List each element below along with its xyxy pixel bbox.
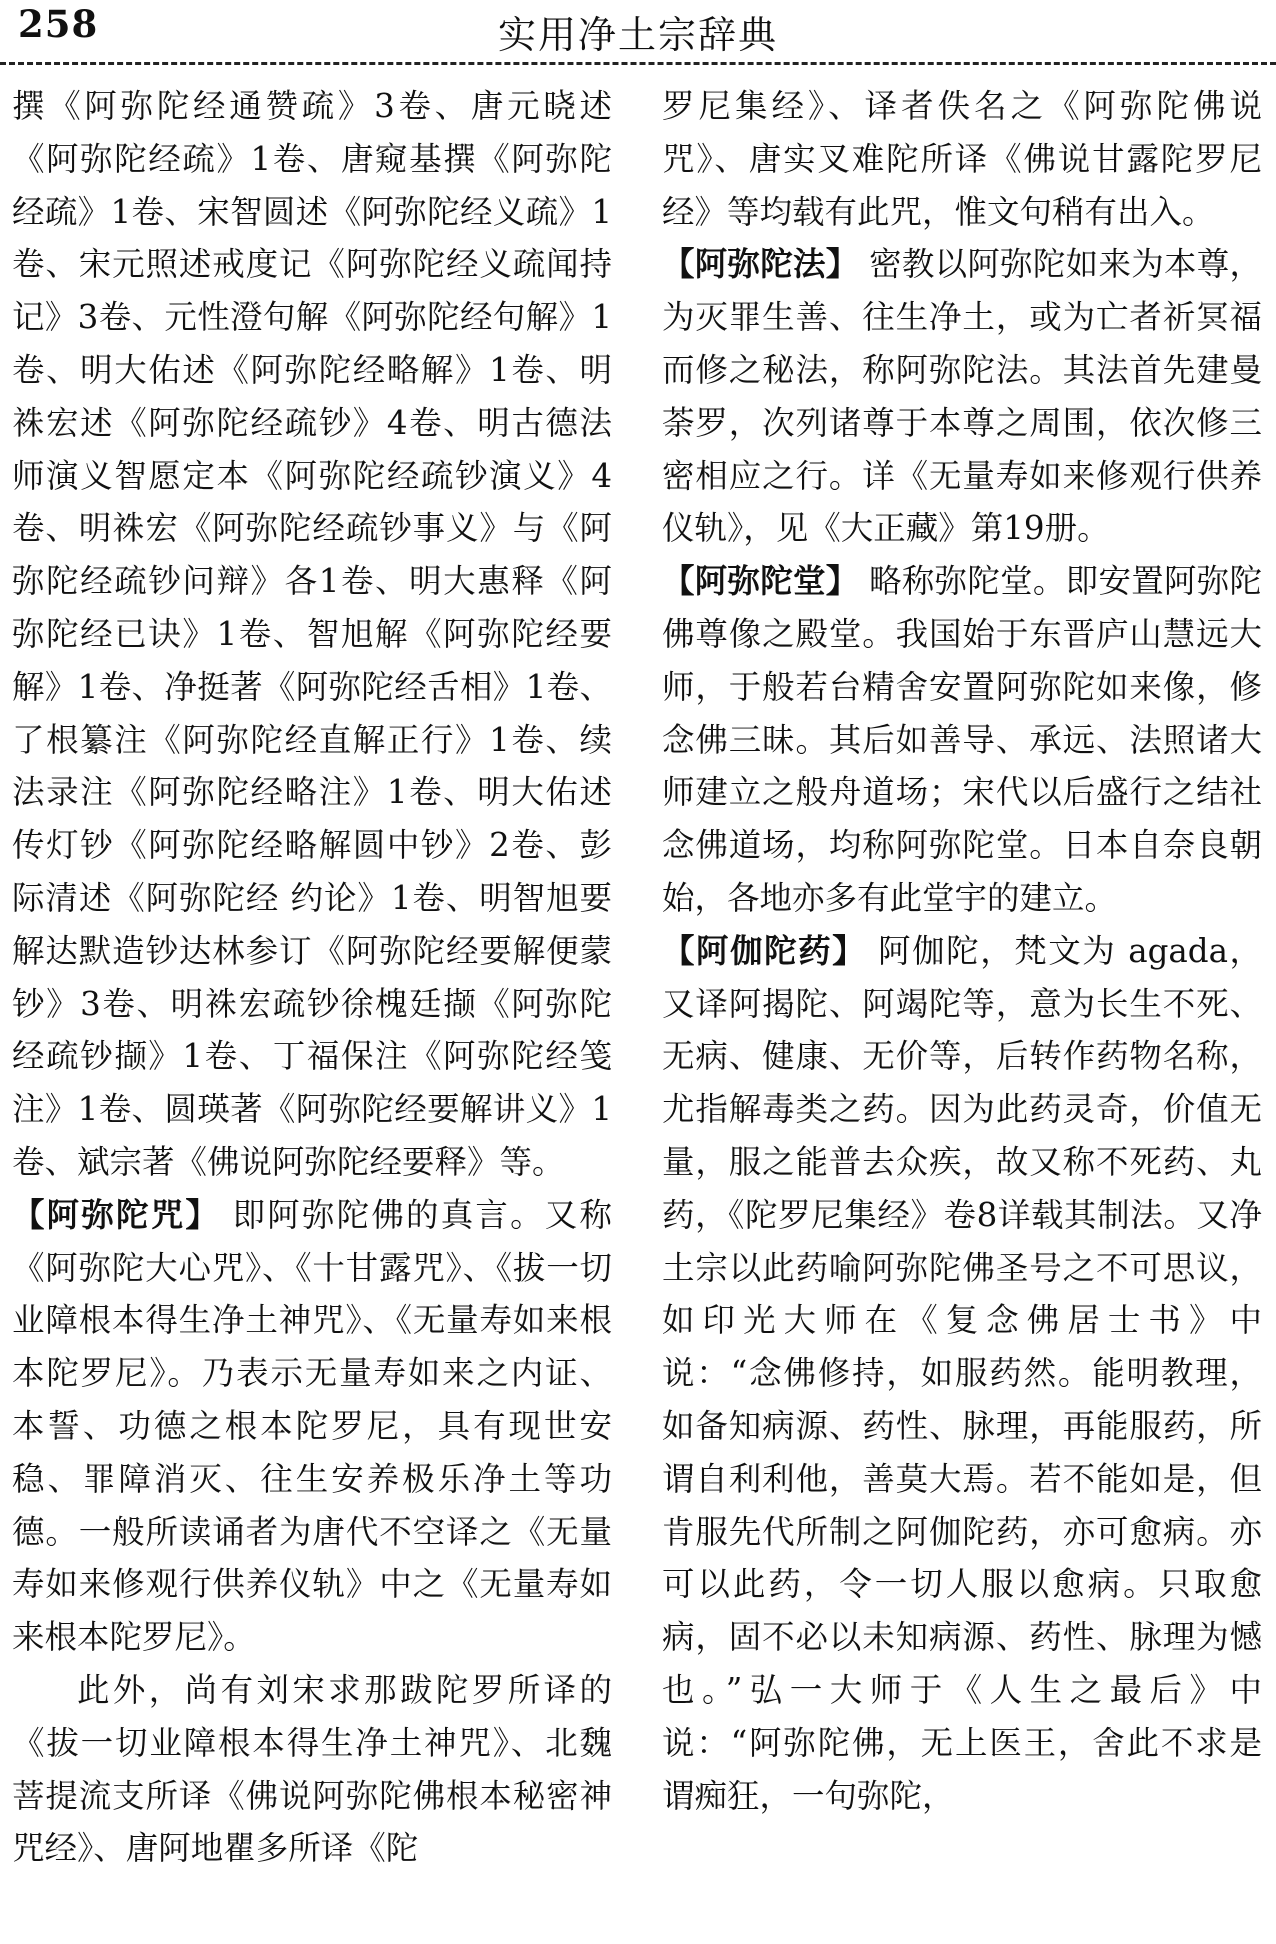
header-rule <box>0 62 1276 65</box>
bibliography-paragraph <box>12 80 612 1189</box>
entry-headword: 【阿弥陀堂】 <box>662 562 859 601</box>
page-number: 258 <box>18 2 99 46</box>
bibliography-text: 撰《阿弥陀经通赞疏》3卷、唐元晓述《阿弥陀经疏》1卷、唐窥基撰《阿弥陀经疏》1卷、宋智圆述《阿弥陀经义疏》1卷、宋元照述戒度记《阿弥陀经义疏闻持记》3卷、元性澄句解《阿弥陀经句解》1卷、明大佑述《阿弥陀经略解》1卷、明袾宏述《阿弥陀经疏钞》4卷、明古德法师演义智愿定本《阿弥陀经疏钞演义》4卷、明袾宏《阿弥陀经疏钞事义》与《阿弥陀经疏钞问辩》各1卷、明大惠释《阿弥陀经已诀》1卷、智旭解《阿弥陀经要解》1卷、净挺著《阿弥陀经舌相》1卷、了根纂注《阿弥陀经直解正行》1卷、续法录注《阿弥陀经略注》1卷、明大佑述传灯钞《阿弥陀经略解圆中钞》2卷、彭际清述《阿弥陀经 约论》1卷、明智旭要解达默造钞达林参订《阿弥陀经要解便蒙钞》3卷、明袾宏疏钞徐槐廷撷《阿弥陀经疏钞撷》1卷、丁福保注《阿弥陀经笺注》1卷、圆瑛著《阿弥陀经要解讲义》1卷、斌宗著《佛说阿弥陀经要释》等。 <box>12 87 612 1181</box>
entry-amituo-tang <box>662 555 1262 925</box>
page-header <box>0 0 1276 70</box>
right-column <box>662 80 1262 1822</box>
entry-headword: 【阿弥陀咒】 <box>12 1195 221 1234</box>
continuation-paragraph <box>12 1664 612 1875</box>
entry-amituo-zhou <box>12 1189 612 1664</box>
entry-amituo-fa <box>662 238 1262 555</box>
entry-headword: 【阿弥陀法】 <box>662 245 859 284</box>
entry-definition: 密教以阿弥陀如来为本尊，为灭罪生善、往生净土，或为亡者祈冥福而修之秘法，称阿弥陀法。其法首先建曼荼罗，次列诸尊于本尊之周围，依次修三密相应之行。详《无量寿如来修观行供养仪轨》，见《大正藏》第19册。 <box>662 245 1262 548</box>
entry-ajiatuo-yao <box>662 925 1262 1823</box>
running-title: 实用净土宗辞典 <box>497 13 778 57</box>
continuation-text: 此外，尚有刘宋求那跋陀罗所译的《拔一切业障根本得生净土神咒》、北魏菩提流支所译《佛说阿弥陀佛根本秘密神咒经》、唐阿地瞿多所译《陀 <box>12 1670 612 1868</box>
left-column <box>12 80 612 1875</box>
entry-definition: 阿伽陀，梵文为 agada，又译阿揭陀、阿竭陀等，意为长生不死、无病、健康、无价等，后转作药物名称，尤指解毒类之药。因为此药灵奇，价值无量，服之能普去众疾，故又称不死药、丸药，《陀罗尼集经》卷8详载其制法。又净土宗以此药喻阿弥陀佛圣号之不可思议，如印光大师在《复念佛居士书》中说：“念佛修持，如服药然。能明教理，如备知病源、药性、脉理，再能服药，所谓自利利他，善莫大焉。若不能如是，但肯服先代所制之阿伽陀药，亦可愈病。亦可以此药，令一切人服以愈病。只取愈病，固不必以未知病源、药性、脉理为憾也。”弘一大师于《人生之最后》中说：“阿弥陀佛，无上医王，舍此不求是谓痴狂，一句弥陀， <box>662 931 1262 1815</box>
entry-definition: 略称弥陀堂。即安置阿弥陀佛尊像之殿堂。我国始于东晋庐山慧远大师，于般若台精舍安置阿弥陀如来像，修念佛三昧。其后如善导、承远、法照诸大师建立之般舟道场；宋代以后盛行之结社念佛道场，均称阿弥陀堂。日本自奈良朝始，各地亦多有此堂宇的建立。 <box>662 562 1262 917</box>
carryover-paragraph <box>662 80 1262 238</box>
entry-headword: 【阿伽陀药】 <box>662 931 867 970</box>
carryover-text: 罗尼集经》、译者佚名之《阿弥陀佛说咒》、唐实叉难陀所译《佛说甘露陀罗尼经》等均载有此咒，惟文句稍有出入。 <box>662 87 1262 231</box>
entry-definition: 即阿弥陀佛的真言。又称《阿弥陀大心咒》、《十甘露咒》、《拔一切业障根本得生净土神咒》、《无量寿如来根本陀罗尼》。乃表示无量寿如来之内证、本誓、功德之根本陀罗尼，具有现世安稳、罪障消灭、往生安养极乐净土等功德。一般所读诵者为唐代不空译之《无量寿如来修观行供养仪轨》中之《无量寿如来根本陀罗尼》。 <box>12 1195 612 1657</box>
